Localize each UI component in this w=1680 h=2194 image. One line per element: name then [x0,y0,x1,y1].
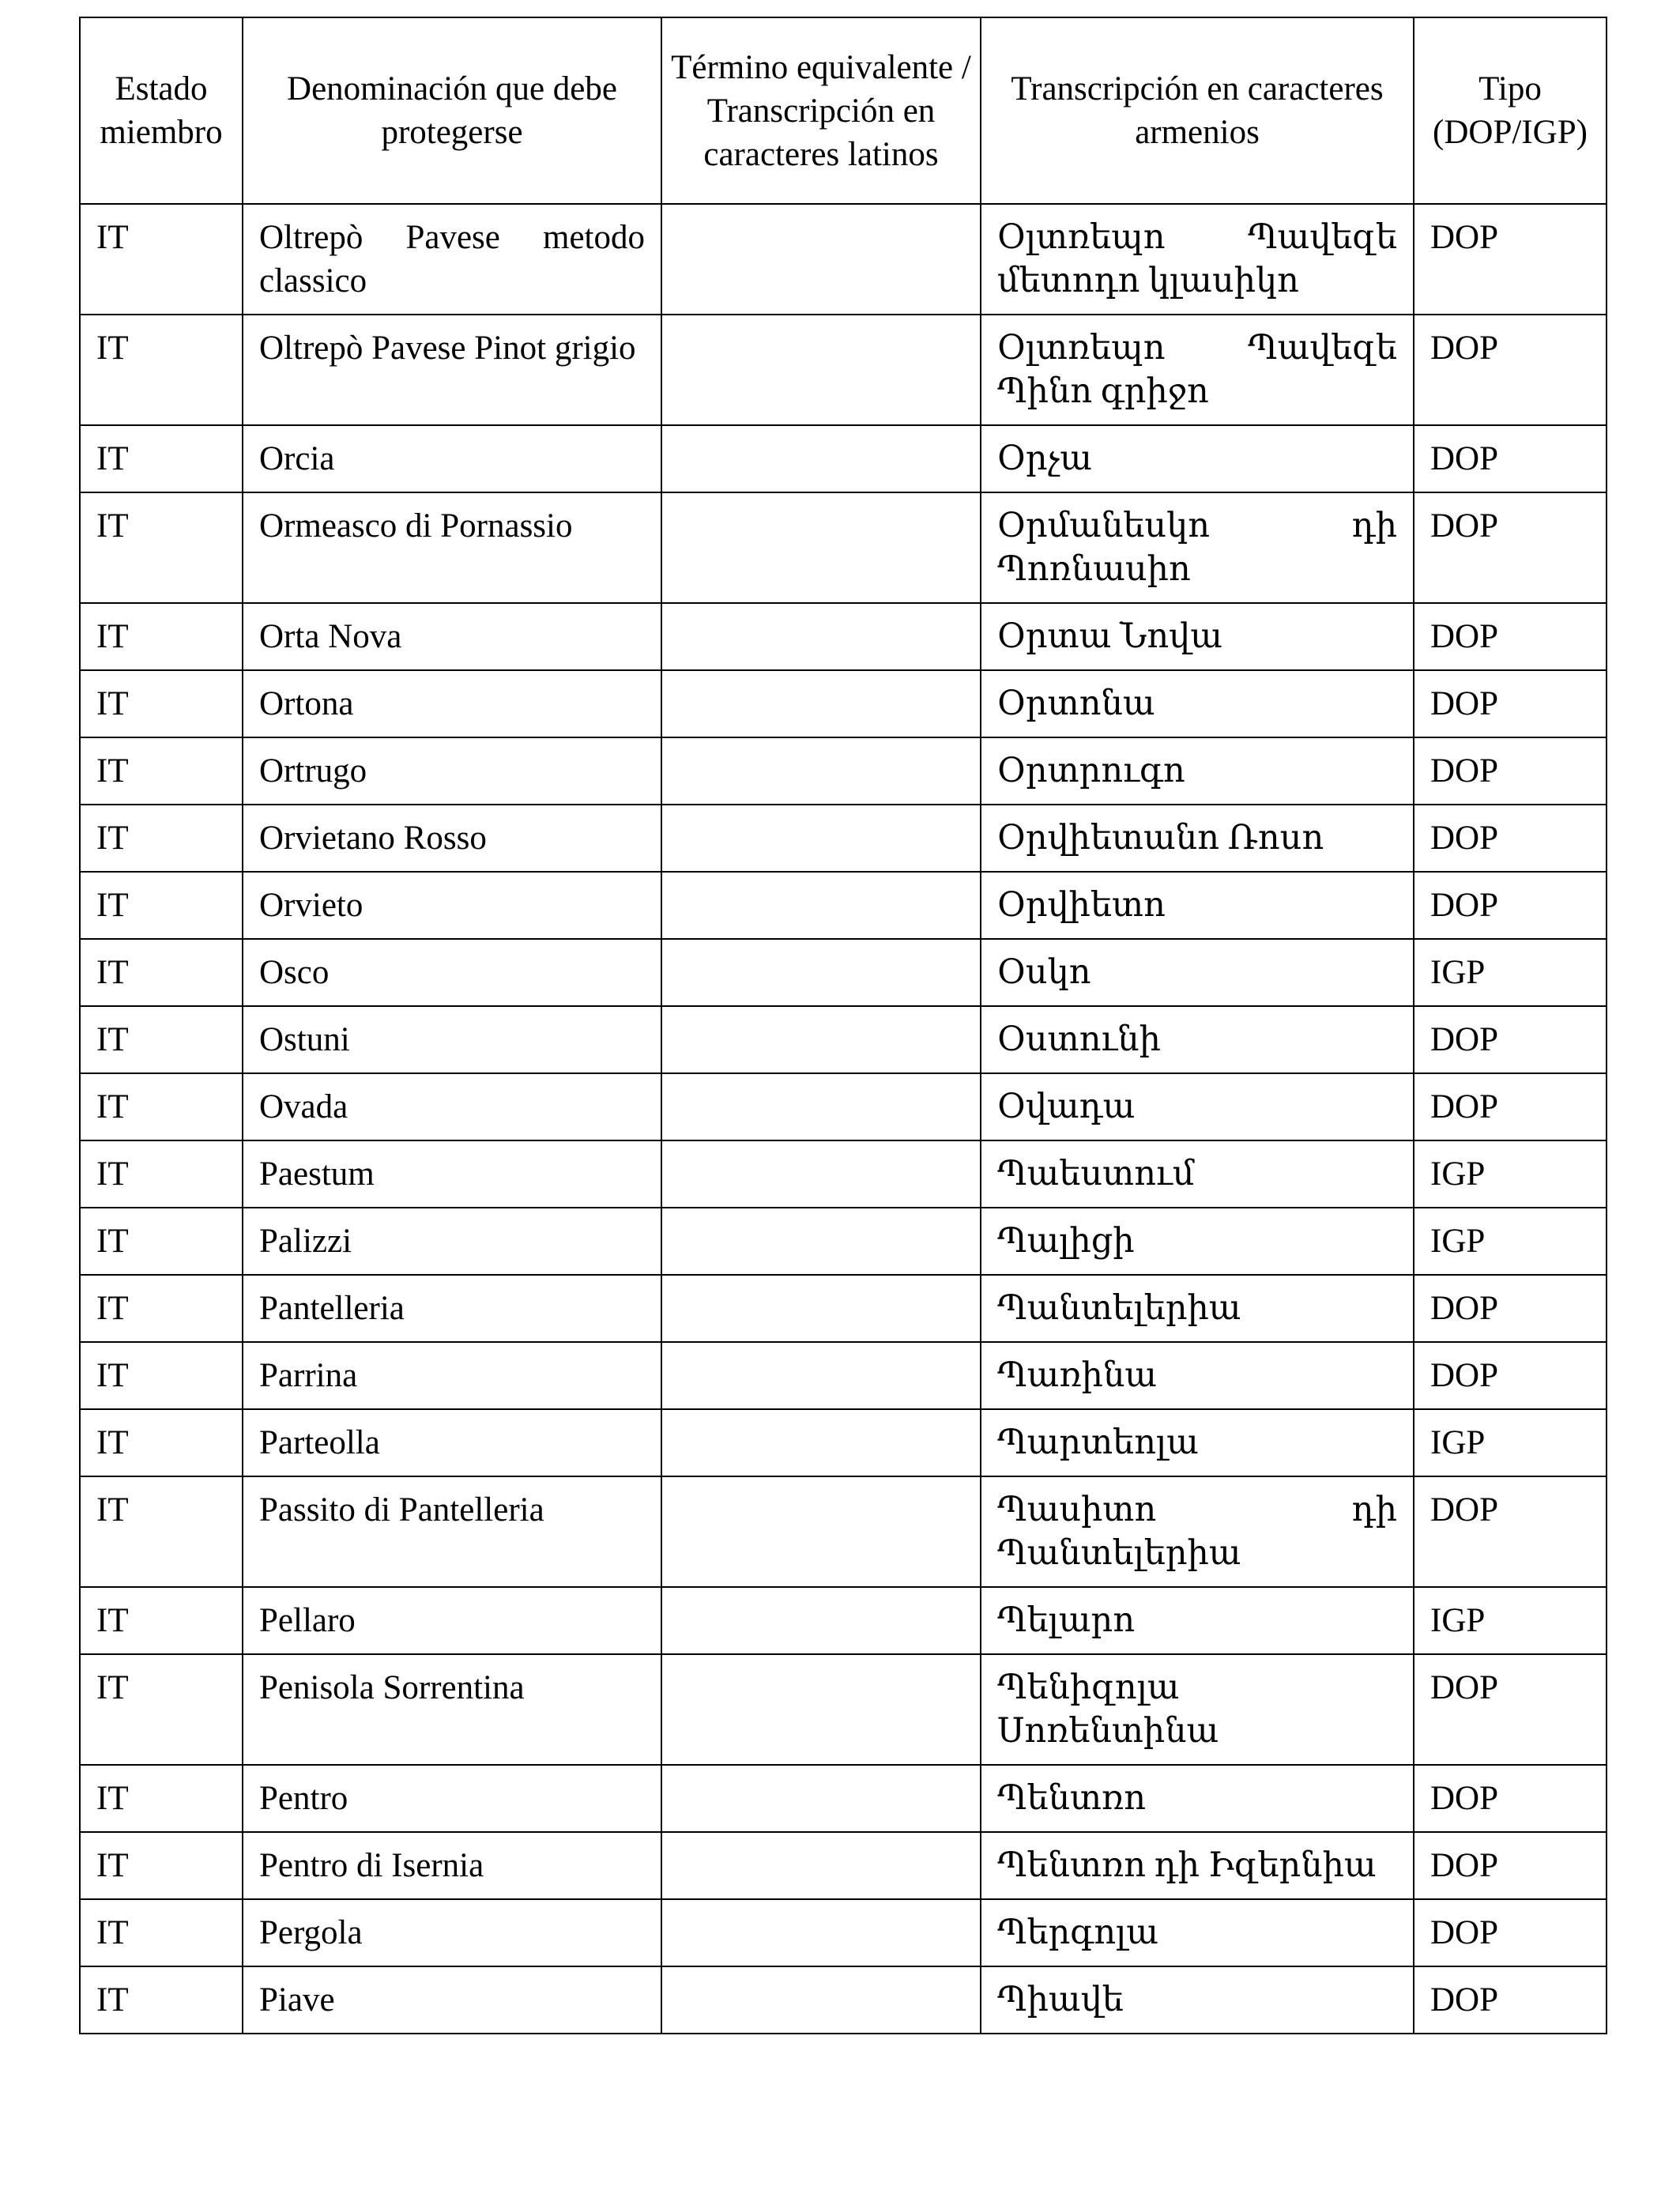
cell-equivalent-term [661,1765,981,1832]
cell-type: IGP [1414,1140,1607,1208]
cell-type: IGP [1414,1409,1607,1476]
table-row [80,1208,1607,1275]
cell-armenian-transcription: Պիավե [981,1966,1414,2034]
cell-armenian-transcription: Պասիտո դի Պանտելերիա [981,1476,1414,1587]
table-row [80,1006,1607,1073]
cell-denomination: Ovada [243,1073,661,1140]
table-row [80,204,1607,315]
table-row [80,425,1607,492]
cell-equivalent-term [661,872,981,939]
cell-member-state: IT [80,1006,243,1073]
cell-armenian-transcription: Պենիզոլա Սոռենտինա [981,1654,1414,1765]
denominations-table [79,17,1607,2034]
cell-armenian-transcription: Պերգոլա [981,1899,1414,1966]
cell-denomination: Orcia [243,425,661,492]
cell-armenian-transcription: Օվադա [981,1073,1414,1140]
cell-member-state: IT [80,737,243,805]
cell-equivalent-term [661,1966,981,2034]
table-row [80,1476,1607,1587]
table-row [80,1587,1607,1654]
cell-equivalent-term [661,492,981,603]
cell-denomination: Ortona [243,670,661,737]
cell-equivalent-term [661,1832,981,1899]
cell-equivalent-term [661,1073,981,1140]
header-equivalent-term: Término equivalente / Transcripción en caracteres latinos [661,17,981,204]
cell-armenian-transcription: Օրմանեսկո դի Պոռնասիո [981,492,1414,603]
table-row [80,1654,1607,1765]
cell-member-state: IT [80,1140,243,1208]
cell-armenian-transcription: Օրտա Նովա [981,603,1414,670]
cell-denomination: Orvietano Rosso [243,805,661,872]
cell-member-state: IT [80,670,243,737]
cell-type: DOP [1414,1832,1607,1899]
table-row [80,939,1607,1006]
cell-member-state: IT [80,872,243,939]
cell-equivalent-term [661,1140,981,1208]
table-row [80,1140,1607,1208]
table-header-row [80,17,1607,204]
cell-type: DOP [1414,1765,1607,1832]
table-row [80,603,1607,670]
header-armenian-transcription: Transcripción en caracteres armenios [981,17,1414,204]
table-row [80,492,1607,603]
cell-denomination: Ormeasco di Pornassio [243,492,661,603]
cell-armenian-transcription: Օրտրուգո [981,737,1414,805]
cell-member-state: IT [80,1966,243,2034]
cell-denomination: Oltrepò Pavese metodo classico [243,204,661,315]
cell-type: DOP [1414,425,1607,492]
table-row [80,1073,1607,1140]
cell-type: IGP [1414,1587,1607,1654]
cell-armenian-transcription: Պելարո [981,1587,1414,1654]
cell-member-state: IT [80,1409,243,1476]
header-type: Tipo (DOP/IGP) [1414,17,1607,204]
cell-member-state: IT [80,1654,243,1765]
cell-equivalent-term [661,737,981,805]
cell-member-state: IT [80,492,243,603]
cell-denomination: Pantelleria [243,1275,661,1342]
table-row [80,1342,1607,1409]
cell-denomination: Ortrugo [243,737,661,805]
cell-denomination: Passito di Pantelleria [243,1476,661,1587]
cell-type: DOP [1414,315,1607,425]
cell-armenian-transcription: Օրվիետո [981,872,1414,939]
table-row [80,1409,1607,1476]
table-row [80,805,1607,872]
cell-denomination: Osco [243,939,661,1006]
cell-denomination: Palizzi [243,1208,661,1275]
table-row [80,670,1607,737]
cell-member-state: IT [80,805,243,872]
cell-type: DOP [1414,1342,1607,1409]
cell-equivalent-term [661,1208,981,1275]
header-member-state: Estado miembro [80,17,243,204]
cell-equivalent-term [661,1342,981,1409]
cell-equivalent-term [661,1476,981,1587]
cell-denomination: Parrina [243,1342,661,1409]
cell-type: IGP [1414,939,1607,1006]
cell-type: DOP [1414,805,1607,872]
cell-equivalent-term [661,939,981,1006]
cell-denomination: Ostuni [243,1006,661,1073]
cell-member-state: IT [80,1275,243,1342]
cell-member-state: IT [80,425,243,492]
cell-type: DOP [1414,204,1607,315]
cell-type: DOP [1414,1476,1607,1587]
cell-denomination: Penisola Sorrentina [243,1654,661,1765]
cell-armenian-transcription: Պալիցի [981,1208,1414,1275]
table-row [80,315,1607,425]
cell-equivalent-term [661,315,981,425]
cell-armenian-transcription: Օրչա [981,425,1414,492]
table-row [80,1275,1607,1342]
table-row [80,1765,1607,1832]
cell-armenian-transcription: Պանտելերիա [981,1275,1414,1342]
cell-equivalent-term [661,1409,981,1476]
cell-member-state: IT [80,315,243,425]
cell-type: DOP [1414,872,1607,939]
cell-member-state: IT [80,1476,243,1587]
table-row [80,1966,1607,2034]
cell-equivalent-term [661,670,981,737]
cell-denomination: Orta Nova [243,603,661,670]
cell-type: DOP [1414,1073,1607,1140]
cell-denomination: Pergola [243,1899,661,1966]
cell-type: IGP [1414,1208,1607,1275]
cell-equivalent-term [661,805,981,872]
header-denomination: Denominación que debe protegerse [243,17,661,204]
cell-denomination: Pentro di Isernia [243,1832,661,1899]
cell-equivalent-term [661,425,981,492]
cell-armenian-transcription: Պարտեոլա [981,1409,1414,1476]
cell-armenian-transcription: Պաեստում [981,1140,1414,1208]
cell-equivalent-term [661,204,981,315]
cell-type: DOP [1414,1966,1607,2034]
cell-denomination: Paestum [243,1140,661,1208]
cell-type: DOP [1414,737,1607,805]
cell-equivalent-term [661,1654,981,1765]
table-row [80,737,1607,805]
cell-equivalent-term [661,1275,981,1342]
cell-type: DOP [1414,670,1607,737]
cell-type: DOP [1414,1899,1607,1966]
cell-equivalent-term [661,603,981,670]
cell-armenian-transcription: Օլտռեպո Պավեզե Պինո գրիջո [981,315,1414,425]
cell-type: DOP [1414,603,1607,670]
cell-member-state: IT [80,939,243,1006]
cell-member-state: IT [80,1899,243,1966]
cell-equivalent-term [661,1006,981,1073]
cell-member-state: IT [80,1208,243,1275]
cell-member-state: IT [80,1342,243,1409]
cell-armenian-transcription: Օրտոնա [981,670,1414,737]
cell-type: DOP [1414,1654,1607,1765]
table-body [80,204,1607,2034]
cell-armenian-transcription: Պենտռո [981,1765,1414,1832]
cell-armenian-transcription: Օսկո [981,939,1414,1006]
cell-equivalent-term [661,1587,981,1654]
cell-equivalent-term [661,1899,981,1966]
cell-denomination: Orvieto [243,872,661,939]
cell-denomination: Pentro [243,1765,661,1832]
cell-member-state: IT [80,1073,243,1140]
cell-denomination: Piave [243,1966,661,2034]
cell-armenian-transcription: Պենտռո դի Իզերնիա [981,1832,1414,1899]
cell-member-state: IT [80,204,243,315]
cell-member-state: IT [80,1832,243,1899]
cell-armenian-transcription: Օլտռեպո Պավեզե մետոդո կլասիկո [981,204,1414,315]
cell-denomination: Parteolla [243,1409,661,1476]
cell-type: DOP [1414,492,1607,603]
cell-member-state: IT [80,1587,243,1654]
table-row [80,872,1607,939]
cell-armenian-transcription: Պառինա [981,1342,1414,1409]
table-row [80,1899,1607,1966]
cell-member-state: IT [80,603,243,670]
table-row [80,1832,1607,1899]
cell-type: DOP [1414,1275,1607,1342]
cell-denomination: Pellaro [243,1587,661,1654]
cell-denomination: Oltrepò Pavese Pinot grigio [243,315,661,425]
cell-armenian-transcription: Օստունի [981,1006,1414,1073]
cell-member-state: IT [80,1765,243,1832]
cell-armenian-transcription: Օրվիետանո Ռոսո [981,805,1414,872]
cell-type: DOP [1414,1006,1607,1073]
